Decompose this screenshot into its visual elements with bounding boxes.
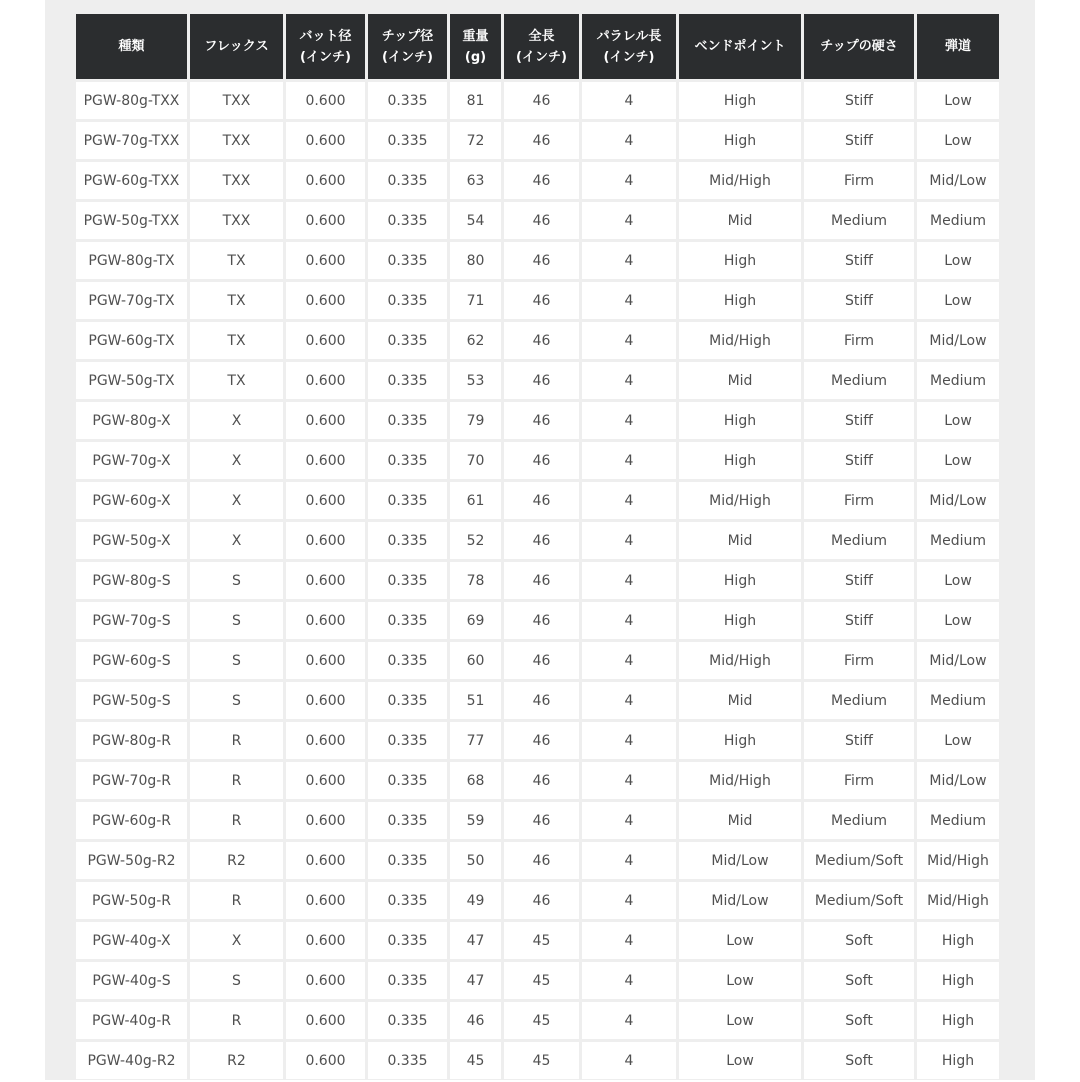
cell-tip-diameter: 0.335 — [368, 362, 447, 399]
cell-weight: 77 — [450, 722, 501, 759]
table-row — [76, 402, 999, 439]
cell-bend-point: High — [679, 722, 801, 759]
cell-type: PGW-50g-TXX — [76, 202, 187, 239]
cell-butt-diameter: 0.600 — [286, 362, 365, 399]
cell-tip-diameter: 0.335 — [368, 122, 447, 159]
cell-bend-point: Mid/High — [679, 482, 801, 519]
cell-weight: 51 — [450, 682, 501, 719]
cell-trajectory: Low — [917, 282, 999, 319]
cell-trajectory: Low — [917, 82, 999, 119]
cell-butt-diameter: 0.600 — [286, 962, 365, 999]
cell-length: 46 — [504, 402, 579, 439]
cell-tip-stiffness: Firm — [804, 762, 914, 799]
table-row — [76, 162, 999, 199]
cell-type: PGW-80g-X — [76, 402, 187, 439]
cell-tip-stiffness: Soft — [804, 922, 914, 959]
cell-parallel-length: 4 — [582, 202, 676, 239]
cell-length: 46 — [504, 482, 579, 519]
cell-flex: R — [190, 802, 283, 839]
cell-parallel-length: 4 — [582, 82, 676, 119]
cell-bend-point: High — [679, 122, 801, 159]
cell-bend-point: Mid/Low — [679, 842, 801, 879]
cell-trajectory: High — [917, 1042, 999, 1079]
cell-butt-diameter: 0.600 — [286, 802, 365, 839]
cell-length: 46 — [504, 842, 579, 879]
cell-bend-point: Low — [679, 962, 801, 999]
cell-flex: X — [190, 922, 283, 959]
cell-tip-stiffness: Stiff — [804, 242, 914, 279]
cell-trajectory: Low — [917, 722, 999, 759]
table-row — [76, 882, 999, 919]
cell-butt-diameter: 0.600 — [286, 442, 365, 479]
cell-weight: 61 — [450, 482, 501, 519]
cell-weight: 70 — [450, 442, 501, 479]
cell-trajectory: Mid/Low — [917, 322, 999, 359]
cell-flex: X — [190, 442, 283, 479]
cell-type: PGW-70g-X — [76, 442, 187, 479]
cell-weight: 71 — [450, 282, 501, 319]
cell-type: PGW-40g-R — [76, 1002, 187, 1039]
cell-tip-diameter: 0.335 — [368, 1002, 447, 1039]
cell-type: PGW-40g-X — [76, 922, 187, 959]
cell-flex: S — [190, 562, 283, 599]
column-header-trajectory: 弾道 — [917, 14, 999, 79]
cell-parallel-length: 4 — [582, 482, 676, 519]
cell-tip-stiffness: Stiff — [804, 442, 914, 479]
cell-type: PGW-60g-R — [76, 802, 187, 839]
cell-flex: R — [190, 762, 283, 799]
cell-weight: 52 — [450, 522, 501, 559]
cell-flex: R — [190, 722, 283, 759]
cell-bend-point: High — [679, 82, 801, 119]
cell-butt-diameter: 0.600 — [286, 242, 365, 279]
cell-length: 45 — [504, 1042, 579, 1079]
cell-type: PGW-80g-TXX — [76, 82, 187, 119]
cell-bend-point: Low — [679, 1042, 801, 1079]
cell-trajectory: Mid/High — [917, 842, 999, 879]
cell-tip-stiffness: Medium/Soft — [804, 842, 914, 879]
cell-tip-diameter: 0.335 — [368, 402, 447, 439]
cell-trajectory: Low — [917, 442, 999, 479]
cell-length: 46 — [504, 82, 579, 119]
cell-weight: 49 — [450, 882, 501, 919]
cell-trajectory: Medium — [917, 362, 999, 399]
cell-bend-point: High — [679, 562, 801, 599]
cell-type: PGW-50g-S — [76, 682, 187, 719]
cell-tip-stiffness: Medium/Soft — [804, 882, 914, 919]
cell-type: PGW-70g-R — [76, 762, 187, 799]
cell-flex: X — [190, 482, 283, 519]
cell-bend-point: Mid — [679, 802, 801, 839]
cell-tip-diameter: 0.335 — [368, 562, 447, 599]
header-row — [76, 14, 999, 79]
table-body — [76, 82, 999, 1079]
column-header-type: 種類 — [76, 14, 187, 79]
cell-butt-diameter: 0.600 — [286, 882, 365, 919]
cell-type: PGW-40g-S — [76, 962, 187, 999]
table-row — [76, 842, 999, 879]
cell-bend-point: Mid/High — [679, 322, 801, 359]
cell-weight: 60 — [450, 642, 501, 679]
cell-butt-diameter: 0.600 — [286, 322, 365, 359]
table-row — [76, 962, 999, 999]
cell-tip-stiffness: Stiff — [804, 722, 914, 759]
cell-tip-diameter: 0.335 — [368, 802, 447, 839]
cell-flex: TX — [190, 362, 283, 399]
cell-tip-diameter: 0.335 — [368, 962, 447, 999]
cell-parallel-length: 4 — [582, 922, 676, 959]
cell-tip-stiffness: Stiff — [804, 122, 914, 159]
cell-length: 46 — [504, 562, 579, 599]
cell-butt-diameter: 0.600 — [286, 202, 365, 239]
cell-butt-diameter: 0.600 — [286, 1042, 365, 1079]
table-row — [76, 322, 999, 359]
cell-bend-point: Mid/High — [679, 642, 801, 679]
cell-parallel-length: 4 — [582, 602, 676, 639]
cell-bend-point: High — [679, 402, 801, 439]
cell-tip-stiffness: Firm — [804, 162, 914, 199]
cell-tip-stiffness: Stiff — [804, 402, 914, 439]
cell-trajectory: Low — [917, 122, 999, 159]
table-row — [76, 482, 999, 519]
cell-bend-point: High — [679, 242, 801, 279]
cell-weight: 68 — [450, 762, 501, 799]
table-row — [76, 802, 999, 839]
cell-parallel-length: 4 — [582, 442, 676, 479]
cell-trajectory: High — [917, 962, 999, 999]
cell-length: 45 — [504, 1002, 579, 1039]
cell-parallel-length: 4 — [582, 562, 676, 599]
cell-trajectory: Medium — [917, 202, 999, 239]
table-row — [76, 122, 999, 159]
cell-tip-stiffness: Stiff — [804, 282, 914, 319]
cell-length: 46 — [504, 282, 579, 319]
cell-butt-diameter: 0.600 — [286, 922, 365, 959]
cell-flex: S — [190, 642, 283, 679]
cell-length: 46 — [504, 522, 579, 559]
cell-flex: TXX — [190, 162, 283, 199]
cell-trajectory: High — [917, 1002, 999, 1039]
cell-trajectory: Mid/Low — [917, 482, 999, 519]
cell-length: 46 — [504, 762, 579, 799]
cell-flex: R — [190, 1002, 283, 1039]
cell-parallel-length: 4 — [582, 402, 676, 439]
cell-parallel-length: 4 — [582, 242, 676, 279]
cell-flex: TX — [190, 322, 283, 359]
cell-length: 45 — [504, 962, 579, 999]
cell-trajectory: Medium — [917, 682, 999, 719]
cell-bend-point: Mid/Low — [679, 882, 801, 919]
cell-type: PGW-60g-S — [76, 642, 187, 679]
table-row — [76, 1042, 999, 1079]
shaft-spec-table — [73, 11, 1002, 1082]
cell-tip-stiffness: Firm — [804, 482, 914, 519]
cell-trajectory: Low — [917, 562, 999, 599]
cell-tip-diameter: 0.335 — [368, 282, 447, 319]
cell-flex: TXX — [190, 82, 283, 119]
cell-type: PGW-70g-TXX — [76, 122, 187, 159]
cell-length: 46 — [504, 802, 579, 839]
cell-flex: TX — [190, 282, 283, 319]
table-row — [76, 722, 999, 759]
cell-parallel-length: 4 — [582, 842, 676, 879]
cell-trajectory: Mid/Low — [917, 162, 999, 199]
column-header-butt-diameter: バット径 (インチ) — [286, 14, 365, 79]
cell-parallel-length: 4 — [582, 322, 676, 359]
table-row — [76, 442, 999, 479]
cell-tip-stiffness: Medium — [804, 522, 914, 559]
cell-weight: 45 — [450, 1042, 501, 1079]
cell-parallel-length: 4 — [582, 122, 676, 159]
cell-weight: 47 — [450, 962, 501, 999]
cell-bend-point: Mid — [679, 362, 801, 399]
cell-type: PGW-70g-TX — [76, 282, 187, 319]
cell-type: PGW-50g-R — [76, 882, 187, 919]
cell-type: PGW-80g-R — [76, 722, 187, 759]
cell-butt-diameter: 0.600 — [286, 642, 365, 679]
cell-parallel-length: 4 — [582, 722, 676, 759]
cell-flex: X — [190, 402, 283, 439]
cell-flex: TXX — [190, 122, 283, 159]
table-row — [76, 242, 999, 279]
cell-butt-diameter: 0.600 — [286, 1002, 365, 1039]
cell-flex: S — [190, 602, 283, 639]
table-row — [76, 642, 999, 679]
cell-tip-stiffness: Medium — [804, 802, 914, 839]
cell-weight: 63 — [450, 162, 501, 199]
cell-weight: 79 — [450, 402, 501, 439]
cell-bend-point: High — [679, 282, 801, 319]
cell-trajectory: Low — [917, 242, 999, 279]
cell-trajectory: Mid/High — [917, 882, 999, 919]
cell-tip-diameter: 0.335 — [368, 482, 447, 519]
cell-tip-diameter: 0.335 — [368, 162, 447, 199]
cell-parallel-length: 4 — [582, 882, 676, 919]
cell-trajectory: Low — [917, 402, 999, 439]
cell-tip-diameter: 0.335 — [368, 882, 447, 919]
cell-length: 46 — [504, 162, 579, 199]
cell-tip-stiffness: Firm — [804, 322, 914, 359]
cell-weight: 81 — [450, 82, 501, 119]
cell-parallel-length: 4 — [582, 362, 676, 399]
cell-length: 46 — [504, 682, 579, 719]
cell-flex: S — [190, 962, 283, 999]
cell-butt-diameter: 0.600 — [286, 722, 365, 759]
cell-parallel-length: 4 — [582, 1002, 676, 1039]
cell-parallel-length: 4 — [582, 762, 676, 799]
cell-weight: 80 — [450, 242, 501, 279]
cell-tip-stiffness: Soft — [804, 1002, 914, 1039]
column-header-bend-point: ベンドポイント — [679, 14, 801, 79]
cell-tip-diameter: 0.335 — [368, 82, 447, 119]
cell-tip-stiffness: Soft — [804, 1042, 914, 1079]
cell-type: PGW-70g-S — [76, 602, 187, 639]
cell-length: 46 — [504, 122, 579, 159]
cell-tip-diameter: 0.335 — [368, 922, 447, 959]
table-row — [76, 602, 999, 639]
cell-weight: 50 — [450, 842, 501, 879]
column-header-flex: フレックス — [190, 14, 283, 79]
cell-type: PGW-50g-R2 — [76, 842, 187, 879]
column-header-length: 全長 (インチ) — [504, 14, 579, 79]
cell-butt-diameter: 0.600 — [286, 842, 365, 879]
cell-tip-diameter: 0.335 — [368, 762, 447, 799]
cell-bend-point: Mid/High — [679, 762, 801, 799]
cell-butt-diameter: 0.600 — [286, 562, 365, 599]
cell-type: PGW-60g-X — [76, 482, 187, 519]
cell-bend-point: Low — [679, 1002, 801, 1039]
cell-flex: TX — [190, 242, 283, 279]
cell-trajectory: Low — [917, 602, 999, 639]
cell-parallel-length: 4 — [582, 642, 676, 679]
table-row — [76, 922, 999, 959]
cell-trajectory: Medium — [917, 802, 999, 839]
cell-trajectory: High — [917, 922, 999, 959]
cell-length: 46 — [504, 322, 579, 359]
cell-type: PGW-60g-TXX — [76, 162, 187, 199]
cell-bend-point: Low — [679, 922, 801, 959]
cell-length: 46 — [504, 362, 579, 399]
cell-butt-diameter: 0.600 — [286, 122, 365, 159]
table-row — [76, 682, 999, 719]
cell-tip-diameter: 0.335 — [368, 442, 447, 479]
column-header-tip-diameter: チップ径 (インチ) — [368, 14, 447, 79]
cell-type: PGW-80g-S — [76, 562, 187, 599]
cell-tip-stiffness: Medium — [804, 202, 914, 239]
cell-weight: 46 — [450, 1002, 501, 1039]
cell-weight: 78 — [450, 562, 501, 599]
cell-tip-stiffness: Stiff — [804, 602, 914, 639]
cell-parallel-length: 4 — [582, 682, 676, 719]
cell-bend-point: Mid — [679, 522, 801, 559]
cell-flex: R2 — [190, 1042, 283, 1079]
cell-parallel-length: 4 — [582, 522, 676, 559]
cell-length: 46 — [504, 602, 579, 639]
cell-type: PGW-50g-TX — [76, 362, 187, 399]
cell-length: 46 — [504, 722, 579, 759]
cell-weight: 53 — [450, 362, 501, 399]
column-header-weight: 重量 (g) — [450, 14, 501, 79]
cell-bend-point: High — [679, 602, 801, 639]
cell-length: 46 — [504, 882, 579, 919]
cell-tip-diameter: 0.335 — [368, 202, 447, 239]
table-row — [76, 362, 999, 399]
table-row — [76, 522, 999, 559]
table-row — [76, 1002, 999, 1039]
cell-flex: S — [190, 682, 283, 719]
cell-weight: 47 — [450, 922, 501, 959]
cell-type: PGW-60g-TX — [76, 322, 187, 359]
cell-parallel-length: 4 — [582, 1042, 676, 1079]
cell-parallel-length: 4 — [582, 802, 676, 839]
cell-bend-point: High — [679, 442, 801, 479]
cell-butt-diameter: 0.600 — [286, 602, 365, 639]
cell-flex: X — [190, 522, 283, 559]
cell-tip-diameter: 0.335 — [368, 722, 447, 759]
cell-butt-diameter: 0.600 — [286, 482, 365, 519]
cell-bend-point: Mid/High — [679, 162, 801, 199]
cell-flex: TXX — [190, 202, 283, 239]
column-header-tip-stiffness: チップの硬さ — [804, 14, 914, 79]
cell-butt-diameter: 0.600 — [286, 402, 365, 439]
cell-length: 46 — [504, 442, 579, 479]
cell-weight: 69 — [450, 602, 501, 639]
cell-parallel-length: 4 — [582, 962, 676, 999]
cell-tip-diameter: 0.335 — [368, 682, 447, 719]
cell-length: 46 — [504, 202, 579, 239]
cell-tip-diameter: 0.335 — [368, 642, 447, 679]
table-row — [76, 282, 999, 319]
cell-tip-stiffness: Medium — [804, 682, 914, 719]
cell-tip-diameter: 0.335 — [368, 1042, 447, 1079]
table-row — [76, 562, 999, 599]
cell-weight: 59 — [450, 802, 501, 839]
cell-butt-diameter: 0.600 — [286, 682, 365, 719]
cell-flex: R — [190, 882, 283, 919]
cell-tip-stiffness: Stiff — [804, 562, 914, 599]
cell-weight: 72 — [450, 122, 501, 159]
cell-tip-diameter: 0.335 — [368, 242, 447, 279]
cell-flex: R2 — [190, 842, 283, 879]
table-row — [76, 202, 999, 239]
cell-tip-diameter: 0.335 — [368, 602, 447, 639]
cell-tip-stiffness: Stiff — [804, 82, 914, 119]
cell-trajectory: Mid/Low — [917, 762, 999, 799]
cell-butt-diameter: 0.600 — [286, 522, 365, 559]
cell-length: 46 — [504, 642, 579, 679]
cell-trajectory: Mid/Low — [917, 642, 999, 679]
cell-bend-point: Mid — [679, 202, 801, 239]
cell-type: PGW-50g-X — [76, 522, 187, 559]
cell-butt-diameter: 0.600 — [286, 282, 365, 319]
cell-type: PGW-40g-R2 — [76, 1042, 187, 1079]
cell-tip-diameter: 0.335 — [368, 322, 447, 359]
cell-length: 46 — [504, 242, 579, 279]
cell-trajectory: Medium — [917, 522, 999, 559]
cell-tip-stiffness: Firm — [804, 642, 914, 679]
table-row — [76, 82, 999, 119]
cell-butt-diameter: 0.600 — [286, 82, 365, 119]
cell-parallel-length: 4 — [582, 162, 676, 199]
cell-bend-point: Mid — [679, 682, 801, 719]
cell-butt-diameter: 0.600 — [286, 162, 365, 199]
cell-weight: 54 — [450, 202, 501, 239]
cell-parallel-length: 4 — [582, 282, 676, 319]
column-header-parallel-length: パラレル長 (インチ) — [582, 14, 676, 79]
cell-tip-stiffness: Soft — [804, 962, 914, 999]
cell-butt-diameter: 0.600 — [286, 762, 365, 799]
cell-tip-diameter: 0.335 — [368, 522, 447, 559]
cell-tip-diameter: 0.335 — [368, 842, 447, 879]
cell-type: PGW-80g-TX — [76, 242, 187, 279]
cell-length: 45 — [504, 922, 579, 959]
cell-tip-stiffness: Medium — [804, 362, 914, 399]
cell-weight: 62 — [450, 322, 501, 359]
table-row — [76, 762, 999, 799]
